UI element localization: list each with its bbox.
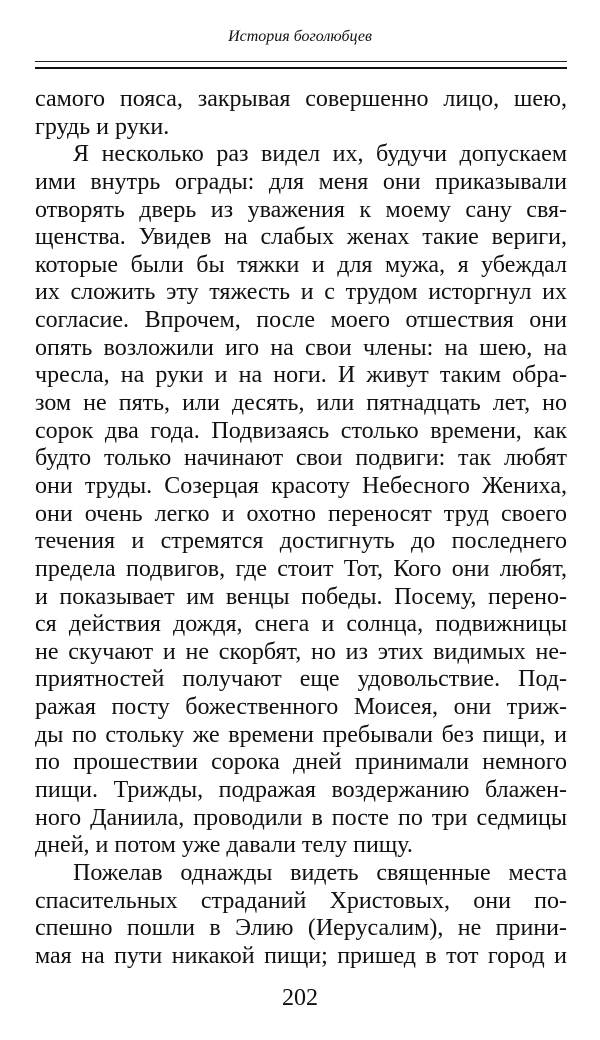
text-line: согласие. Впрочем, после моего отшествия они [35, 307, 567, 334]
text-line: сорок два года. Подвизаясь столько времени, как [35, 417, 567, 444]
text-line: отворять дверь из уважения к моему сану свя- [35, 196, 567, 223]
running-head: История боголюбцев [228, 28, 372, 45]
text-line: грудь и руки. [35, 113, 170, 140]
text-line: они труды. Созерцая красоту Небесного Жениха, [35, 472, 567, 499]
text-line: щенства. Увидев на слабых женах такие вериги, [35, 224, 567, 251]
text-line: зом не пять, или десять, или пятнадцать лет, но [35, 390, 567, 417]
text-line: по прошествии сорока дней принимали немного [35, 749, 567, 776]
text-line: ды по стольку же времени пребывали без пищи, и [35, 721, 567, 748]
text-line: мая на пути никакой пищи; пришед в тот город и [35, 942, 567, 969]
text-line: чресла, на руки и на ноги. И живут таким обра- [35, 362, 567, 389]
text-line: ся действия дождя, снега и солнца, подвижницы [35, 611, 567, 638]
page-number: 202 [282, 985, 318, 1011]
text-line: которые были бы тяжки и для мужа, я убеждал [35, 251, 567, 278]
text-line: они очень легко и охотно переносят труд своего [35, 500, 567, 527]
text-line: Пожелав однажды видеть священные места [73, 859, 567, 886]
text-line: ного Даниила, проводили в посте по три седмицы [35, 804, 567, 831]
header-rule-thick [35, 67, 567, 69]
text-line: Я несколько раз видел их, будучи допускаем [73, 141, 567, 168]
text-line: будто только начинают свои подвиги: так любят [35, 445, 567, 472]
header-rule-thin [35, 61, 567, 62]
text-line: ражая посту божественного Моисея, они триж- [35, 694, 567, 721]
body-text [35, 86, 567, 971]
text-line: пищи. Трижды, подражая воздержанию блажен- [35, 777, 567, 804]
text-line: спешно пошли в Элию (Иерусалим), не прини- [35, 915, 567, 942]
text-line: дней, и потом уже давали телу пищу. [35, 832, 413, 859]
text-line: самого пояса, закрывая совершенно лицо, шею, [35, 86, 567, 112]
text-line: предела подвигов, где стоит Тот, Кого они любят, [35, 555, 567, 582]
text-line: течения и стремятся достигнуть до последнего [35, 528, 567, 555]
text-line: не скучают и не скорбят, но из этих видимых не- [35, 638, 567, 665]
text-line: их сложить эту тяжесть и с трудом исторгнул их [35, 279, 567, 306]
text-line: приятностей получают еще удовольствие. Под- [35, 666, 567, 693]
text-line: ими внутрь ограды: для меня они приказывали [35, 168, 567, 195]
text-line: спасительных страданий Христовых, они по- [35, 887, 567, 914]
text-line: опять возложили иго на свои члены: на шею, на [35, 334, 567, 361]
text-line: и показывает им венцы победы. Посему, перено- [35, 583, 567, 610]
